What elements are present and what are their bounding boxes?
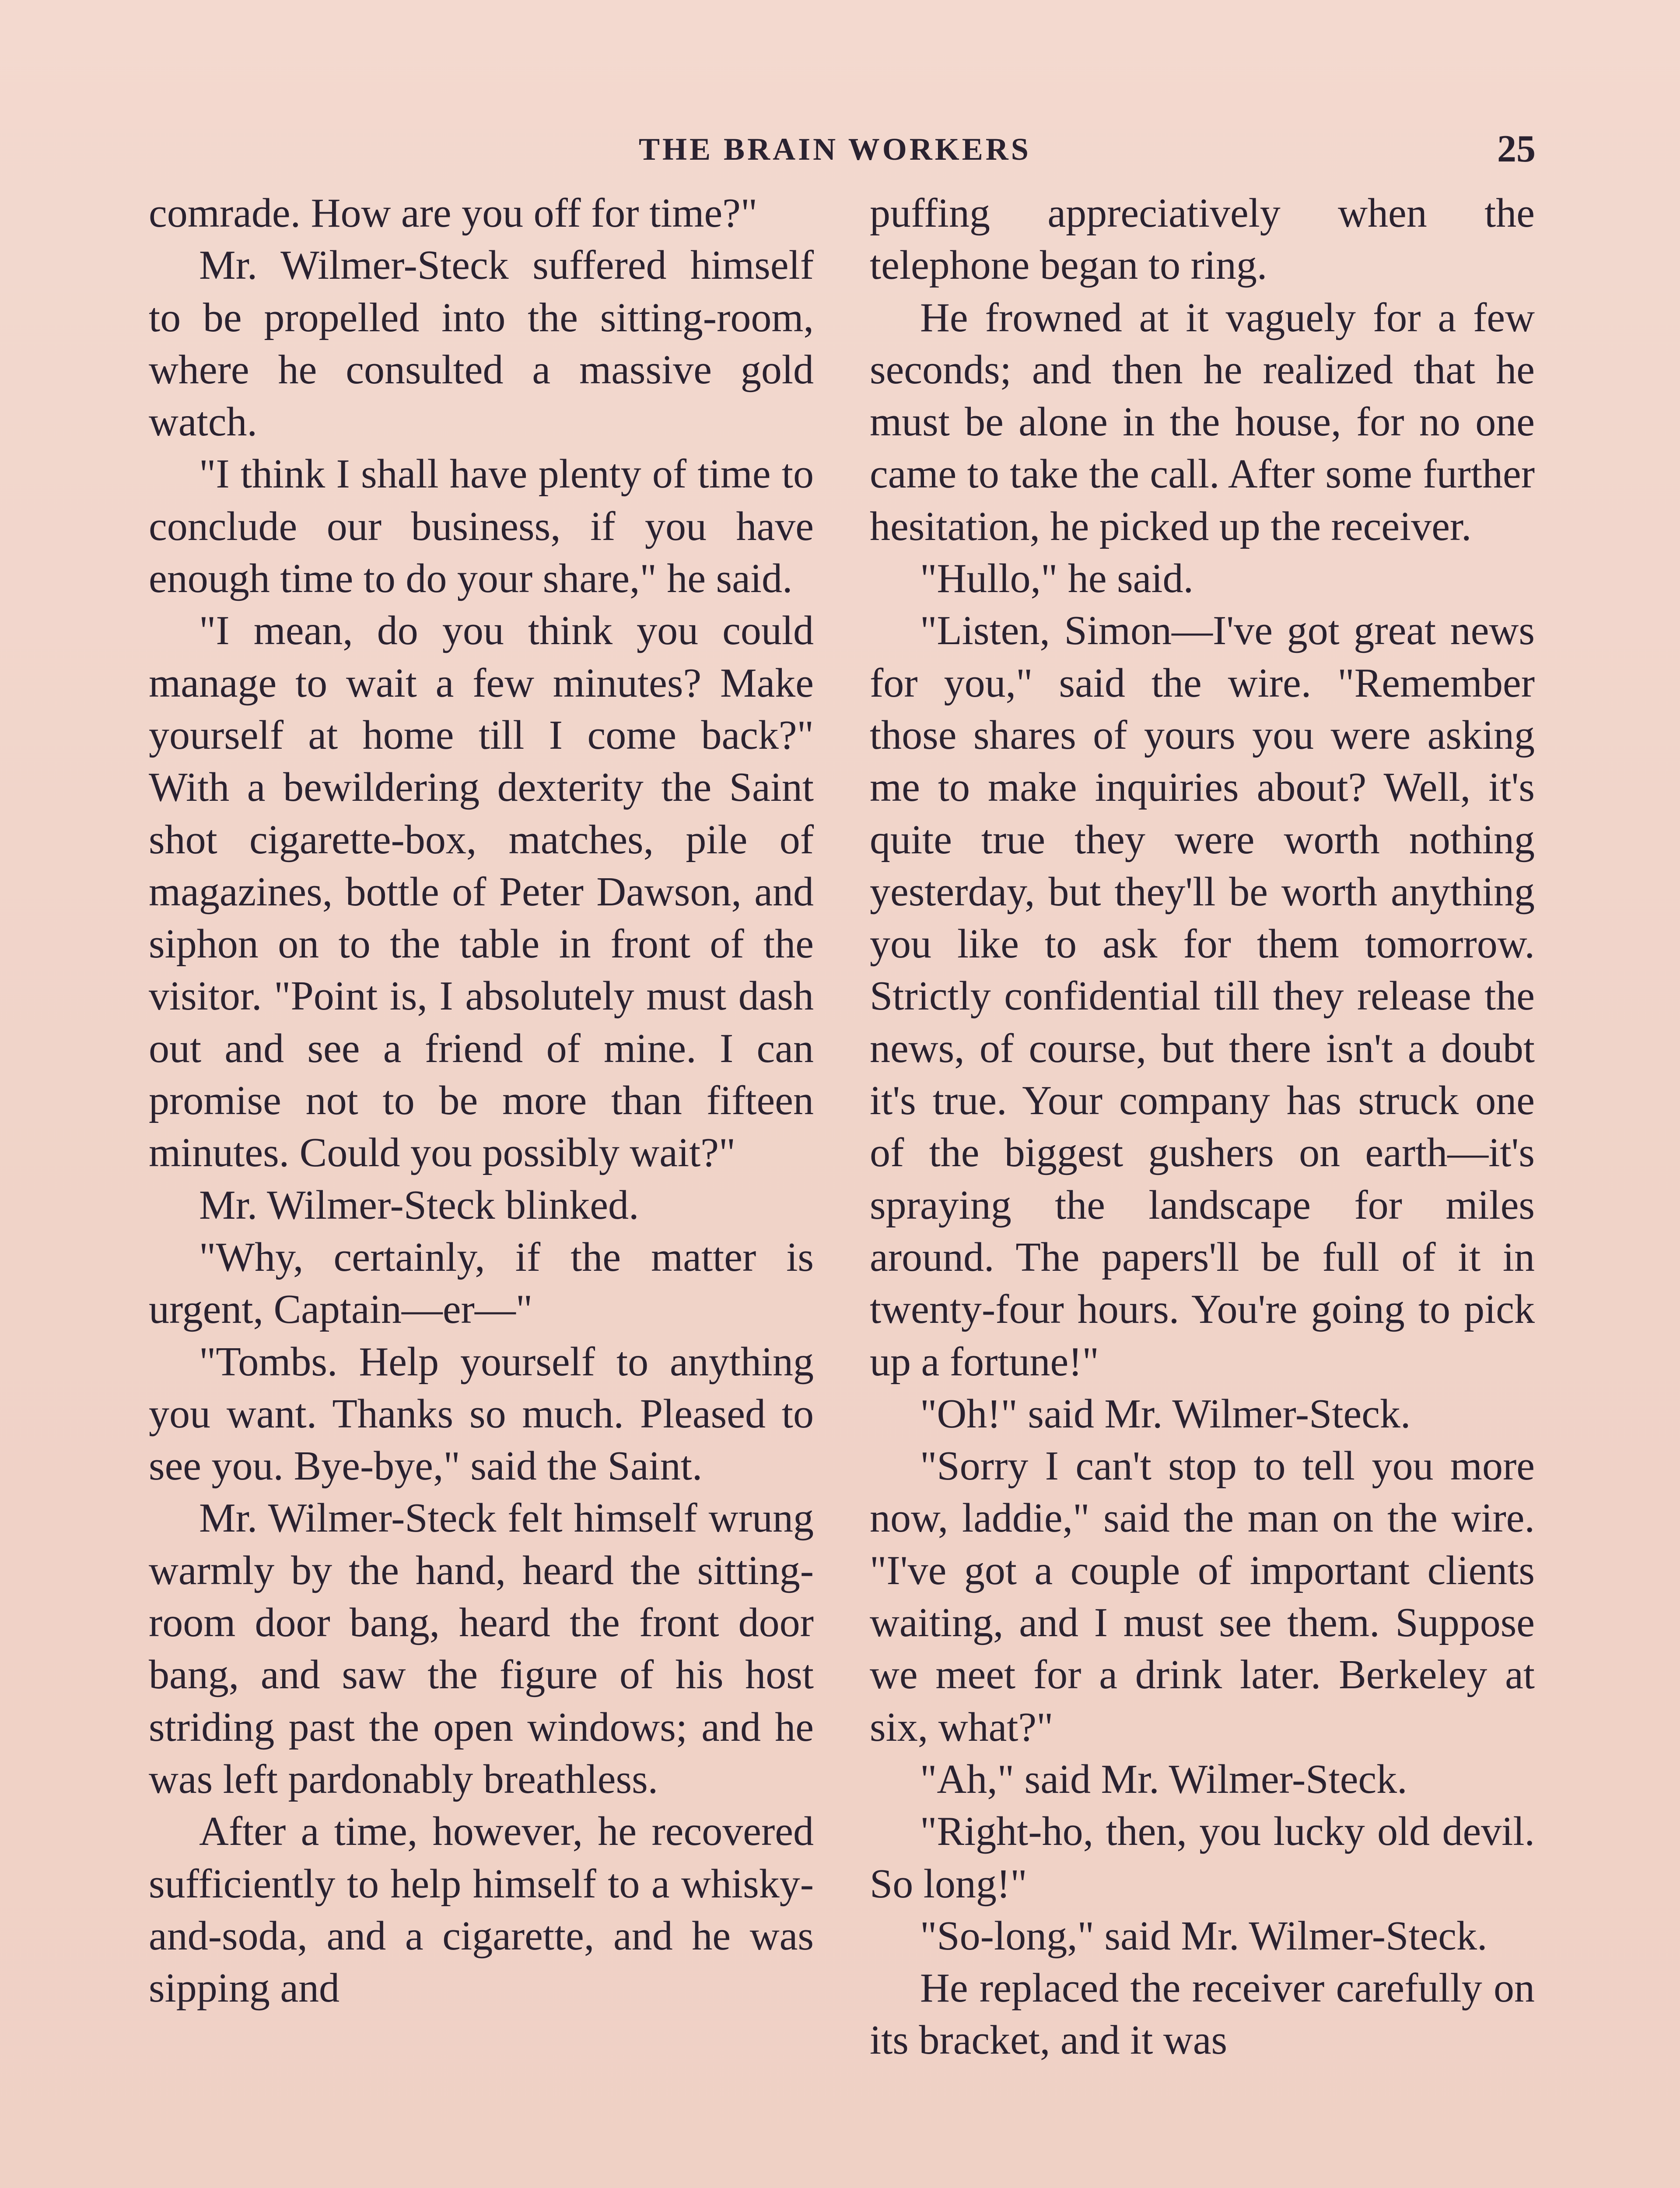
paragraph: "Tombs. Help yourself to anything you want. Thanks so much. Pleased to see you. Bye-bye," said the Saint. [149, 1339, 814, 1489]
paragraph: Mr. Wilmer-Steck felt himself wrung warmly by the hand, heard the sitting-room door bang, heard the front door bang, and saw the figure of his host striding past the open windows; and he was left pardonably breathless. [149, 1495, 814, 1802]
page-number: 25 [1497, 128, 1536, 170]
paragraph: "So-long," said Mr. Wilmer-Steck. [920, 1913, 1488, 1959]
paragraph: "Sorry I can't stop to tell you more now, laddie," said the man on the wire. "I've got a couple of important clients waiting, and I must see them. Suppose we meet for a drink later. Berkeley at six, what?" [870, 1443, 1535, 1750]
running-head: THE BRAIN WORKERS [639, 132, 1031, 167]
paragraph: comrade. How are you off for time?" [149, 190, 758, 236]
paragraph: He replaced the receiver carefully on its bracket, and it was [870, 1965, 1535, 2063]
paragraph: puffing appreciatively when the telephone began to ring. [870, 190, 1535, 288]
paragraph: "Hullo," he said. [920, 556, 1194, 602]
paragraph: Mr. Wilmer-Steck suffered himself to be propelled into the sitting-room, where he consulted a massive gold watch. [149, 242, 814, 445]
paragraph: "Why, certainly, if the matter is urgent, Captain—er—" [149, 1234, 814, 1332]
paragraph: He frowned at it vaguely for a few seconds; and then he realized that he must be alone in the house, for no one came to take the call. After some further hesitation, he picked up the receiver. [870, 295, 1535, 549]
paragraph: "Right-ho, then, you lucky old devil. So long!" [870, 1809, 1535, 1907]
paragraph: "I think I shall have plenty of time to conclude our business, if you have enough time to do your share," he said. [149, 451, 814, 602]
paragraph: After a time, however, he recovered sufficiently to help himself to a whisky-and-soda, and a cigarette, and he was sipping and [149, 1809, 814, 2011]
page-header [149, 127, 1536, 175]
right-column [870, 187, 1535, 2067]
paragraph: "Ah," said Mr. Wilmer-Steck. [920, 1756, 1407, 1802]
left-column [149, 187, 814, 2014]
paragraph: "I mean, do you think you could manage to wait a few minutes? Make yourself at home till I come back?" With a bewildering dexterity the Saint shot cigarette-box, matches, pile of magazines, bottle of Peter Dawson, and siphon on to the table in front of the visitor. "Point is, I absolutely must dash out and see a friend of mine. I can promise not to be more than fifteen minutes. Could you possibly wait?" [149, 608, 814, 1176]
paragraph: Mr. Wilmer-Steck blinked. [199, 1182, 639, 1228]
paragraph: "Oh!" said Mr. Wilmer-Steck. [920, 1391, 1411, 1437]
paragraph: "Listen, Simon—I've got great news for you," said the wire. "Remember those shares of yours you were asking me to make inquiries about? Well, it's quite true they were worth nothing yesterday, but they'll be worth anything you like to ask for them tomorrow. Strictly confidential till they release the news, of course, but there isn't a doubt it's true. Your company has struck one of the biggest gushers on earth—it's spraying the landscape for miles around. The papers'll be full of it in twenty-four hours. You're going to pick up a fortune!" [870, 608, 1535, 1385]
